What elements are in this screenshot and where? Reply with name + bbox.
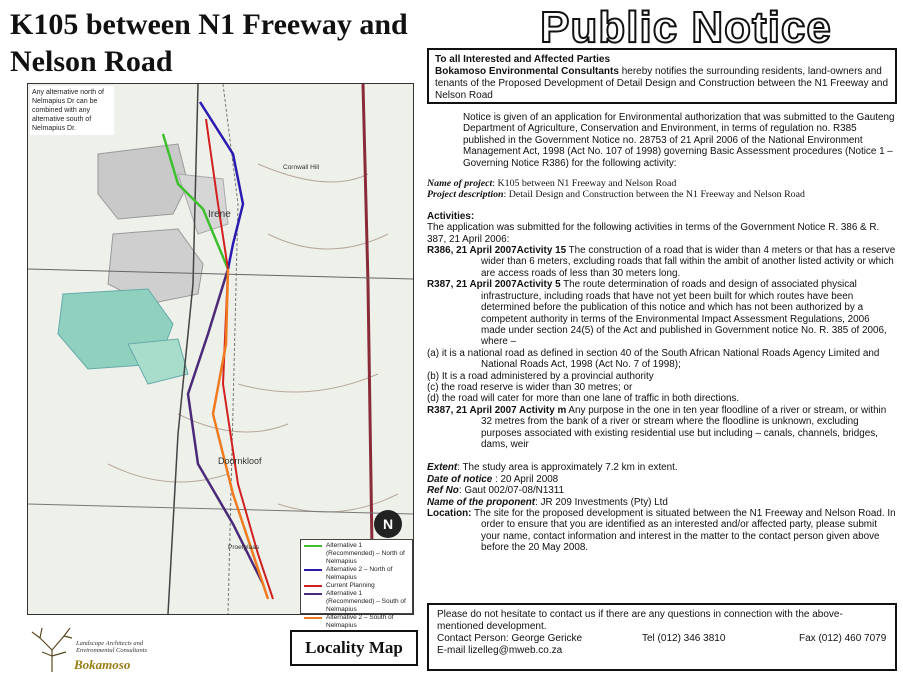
extent-label: Extent	[427, 462, 458, 474]
location-value: The site for the proposed development is situated between the N1 Freeway and Nelson Road. In order to ensure that you are identified as an interested and/or affected party, please submit your name, contact information and interest in the matter to the contact person given above before the 20 May 2008.	[471, 508, 896, 554]
contact-person: Contact Person: George Gericke	[437, 633, 583, 644]
ref-value: : Gaut 002/07-08/N1311	[458, 485, 565, 497]
legend-label: Current Planning	[326, 582, 375, 589]
legend-swatch	[304, 617, 322, 619]
intro-body: hereby notifies the surrounding residents, land-owners and tenants of the Proposed Development of Detail Design and Construction between the N1 Freeway and Nelson Road	[435, 66, 889, 101]
contact-email[interactable]: E-mail lizelleg@mweb.co.za	[437, 645, 563, 656]
company-name: Bokamoso Environmental Consultants	[435, 66, 619, 77]
extent-value: : The study area is approximately 7.2 km in extent.	[457, 462, 678, 474]
activity-m-text: Any purpose in the one in ten year floodline of a river or stream, or within 32 metres from the bank of a river or stream where the floodline is unknown, excluding purposes associated with existing residential use but including – canals, channels, bridges, dams, weir	[481, 404, 887, 450]
proponent-value: : JR 209 Investments (Pty) Ltd	[535, 496, 668, 508]
banner-text: Public Notice	[540, 3, 832, 52]
legend-item	[302, 542, 411, 566]
legend-label: Alternative 1 (Recommended) – South of Nelmapius	[326, 590, 406, 613]
activity-5-item: (b) It is a road administered by a provincial authority	[427, 370, 654, 382]
page-title: K105 between N1 Freeway and Nelson Road	[10, 8, 408, 78]
legend-item	[302, 566, 411, 582]
intro-heading: To all Interested and Affected Parties	[435, 54, 611, 65]
project-name: : K105 between N1 Freeway and Nelson Road	[492, 178, 677, 190]
date-value: : 20 April 2008	[492, 473, 559, 485]
legend-swatch	[304, 569, 322, 571]
legend-item	[302, 590, 411, 614]
proponent-line	[427, 497, 897, 508]
contact-intro: Please do not hesitate to contact us if there are any questions in connection with the above-mentioned development.	[437, 609, 843, 632]
project-description-label: Project description	[427, 189, 504, 201]
logo-brand: Bokamoso	[74, 657, 131, 672]
project-description-line	[427, 189, 897, 200]
activity-15-label: R386, 21 April 2007Activity 15	[427, 245, 567, 257]
date-line	[427, 474, 897, 485]
north-arrow-icon	[374, 510, 402, 538]
activity-15-text: The construction of a road that is wider than 4 meters or that has a reserve wider than 6 meters, excluding roads that fall within the ambit of another listed activity or which are access roads of less than 30 meters long.	[481, 245, 896, 279]
activity-5-item: (c) the road reserve is wider than 30 metres; or	[427, 381, 633, 393]
legend-item	[302, 582, 411, 590]
activity-5-label: R387, 21 April 2007Activity 5	[427, 279, 561, 291]
activity-5	[427, 279, 897, 347]
project-name-label: Name of project	[427, 178, 493, 190]
map-label-irene: Irene	[208, 209, 231, 220]
public-notice-banner	[470, 4, 902, 50]
locality-map	[27, 83, 414, 629]
proponent-label: Name of the proponent	[427, 496, 536, 508]
logo-tagline: Landscape Architects and Environmental Consultants	[76, 640, 148, 654]
map-legend	[300, 539, 413, 629]
legend-swatch	[304, 593, 322, 595]
activities-heading: Activities:	[427, 210, 475, 222]
activity-5-item: (a) it is a national road as defined in section 40 of the South African National Roads Agency Limited and National Roads Act, 1998 (Act No. 7 of 1998);	[427, 347, 880, 371]
intro-text	[435, 66, 889, 102]
ref-label: Ref No	[427, 485, 459, 497]
activity-m	[427, 405, 897, 451]
svg-text:N: N	[382, 516, 394, 532]
project-name-line	[427, 178, 897, 189]
map-label-cornwall-hill: Cornwall Hill	[283, 164, 320, 171]
contact-fax: Fax (012) 460 7079	[799, 633, 887, 644]
locality-map-caption: Locality Map	[290, 630, 418, 666]
intro-box	[427, 48, 897, 104]
activity-15	[427, 245, 897, 279]
contact-tel: Tel (012) 346 3810	[642, 633, 726, 644]
notice-paragraph: Notice is given of an application for Environmental authorization that was submitted to the Gauteng Department of Agriculture, Conservation and Environment, in terms of regulation no. R385 published in the Government Notice no. 28753 of 21 April 2006 of the National Environment Management Act, 1998 (Act No. 107 of 1998) governing Basic Assessment procedures (Notice 1 – Governing Notice R386) for the following activity:	[463, 112, 895, 169]
legend-item	[302, 614, 411, 630]
legend-swatch	[304, 545, 322, 547]
legend-swatch	[304, 585, 322, 587]
location-label: Location:	[427, 508, 472, 519]
activity-m-label: R387, 21 April 2007 Activity m	[427, 404, 567, 416]
project-description: : Detail Design and Construction between the N1 Freeway and Nelson Road	[503, 189, 805, 201]
activity-5-text: The route determination of roads and design of associated physical infrastructure, including roads that have not yet been built for which routes have been determined before the publication of this notice and which has not been authorized by a competent authority in terms of the Environmental Impact Assessment Regulations, 2006 made under section 24(5) of the Act and published in Government notice No. R. 385 of 2006, where –	[481, 279, 887, 348]
activity-5-item: (d) the road will cater for more than one lane of traffic in both directions.	[427, 393, 740, 405]
extent-line	[427, 462, 897, 473]
legend-label: Alternative 2 – North of Nelmapius	[326, 566, 393, 581]
activities-intro: The application was submitted for the following activities in terms of the Government Notice R. 386 & R. 387, 21 April 2006:	[427, 222, 880, 245]
map-graphic	[28, 84, 413, 614]
ref-line	[427, 485, 897, 496]
location-line	[427, 508, 897, 554]
map-label-doornkloof: Doornkloof	[218, 456, 262, 466]
map-label-proefplaas: Proefplaas	[228, 544, 260, 551]
map-note: Any alternative north of Nelmapius Dr can be combined with any alternative south of Nelmapius Dr.	[30, 86, 114, 135]
notice-body	[427, 112, 897, 554]
legend-label: Alternative 2 – South of Nelmapius	[326, 614, 394, 629]
date-label: Date of notice	[427, 473, 493, 485]
contact-box	[427, 603, 897, 671]
legend-label: Alternative 1 (Recommended) – North of Nelmapius	[326, 542, 405, 565]
